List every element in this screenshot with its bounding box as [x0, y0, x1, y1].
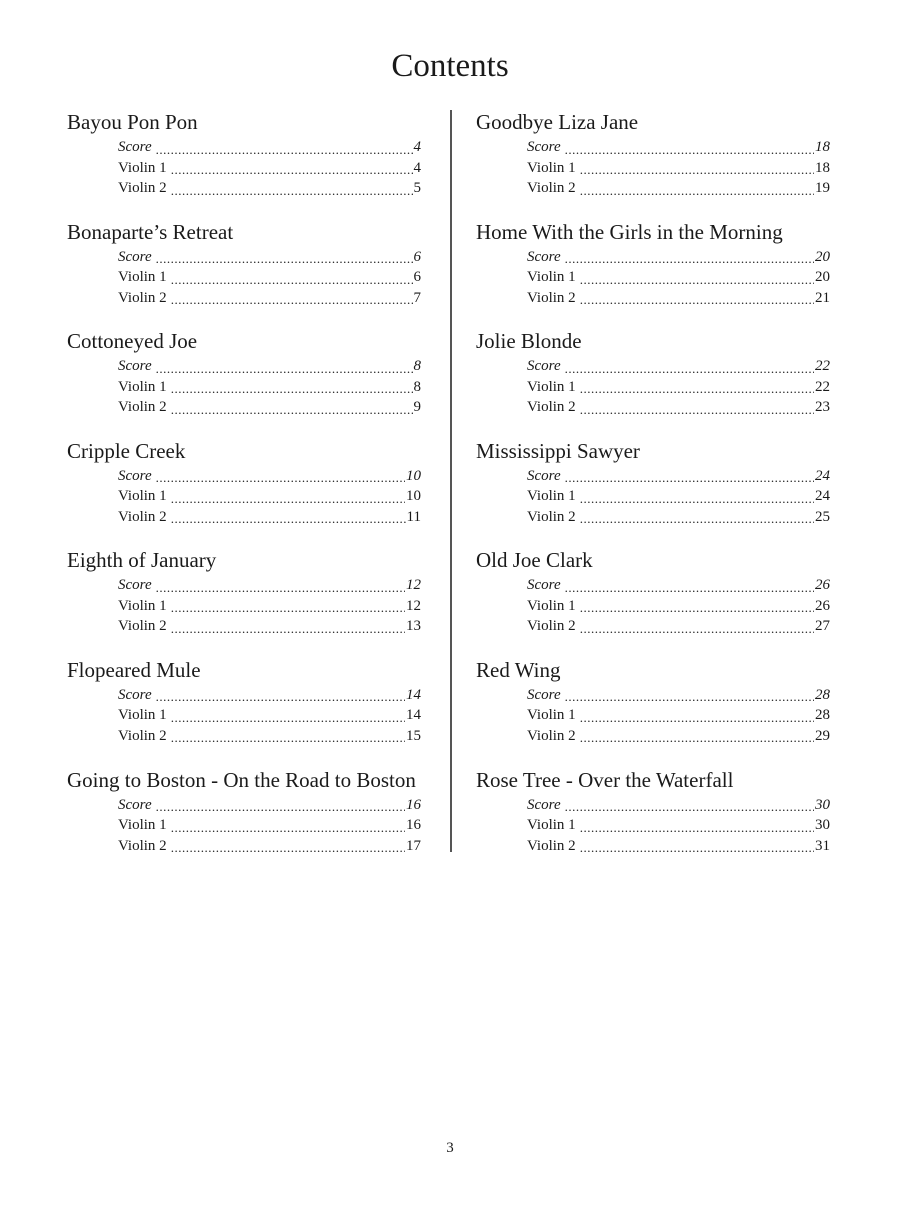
entry-label: Score — [527, 248, 561, 265]
dot-leader — [580, 819, 814, 836]
toc-entry[interactable] — [118, 247, 421, 268]
toc-entry[interactable] — [527, 795, 830, 816]
song-section — [67, 218, 421, 328]
dot-leader — [580, 291, 814, 308]
entry-label: Violin 2 — [527, 837, 576, 854]
entry-page-number: 12 — [406, 597, 421, 614]
toc-entry[interactable] — [527, 397, 830, 418]
dot-leader — [171, 271, 413, 288]
entry-label: Violin 1 — [527, 159, 576, 176]
toc-entry[interactable] — [527, 158, 830, 179]
dot-leader — [580, 599, 814, 616]
entry-page-number: 14 — [406, 686, 421, 703]
toc-entry[interactable] — [527, 377, 830, 398]
entry-page-number: 29 — [815, 727, 830, 744]
dot-leader — [156, 141, 413, 158]
toc-entry[interactable] — [527, 486, 830, 507]
entry-page-number: 23 — [815, 399, 830, 416]
entry-label: Violin 1 — [118, 159, 167, 176]
dot-leader — [580, 161, 814, 178]
entry-label: Violin 1 — [118, 378, 167, 395]
dot-leader — [171, 709, 405, 726]
entry-page-number: 6 — [413, 269, 421, 286]
entry-page-number: 4 — [413, 139, 421, 155]
dot-leader — [156, 798, 405, 815]
toc-entry[interactable] — [118, 705, 421, 726]
toc-entry[interactable] — [527, 705, 830, 726]
dot-leader — [565, 688, 814, 705]
toc-entry[interactable] — [118, 836, 421, 857]
entry-label: Score — [527, 467, 561, 484]
dot-leader — [171, 490, 405, 507]
song-title: Old Joe Clark — [476, 548, 593, 573]
entry-page-number: 21 — [815, 289, 830, 306]
entry-page-number: 28 — [815, 707, 830, 724]
dot-leader — [171, 839, 405, 856]
entry-label: Violin 2 — [118, 727, 167, 744]
entry-label: Violin 2 — [527, 618, 576, 635]
dot-leader — [156, 250, 413, 267]
entry-label: Score — [118, 577, 152, 594]
song-section — [476, 327, 830, 437]
song-section — [476, 218, 830, 328]
song-title: Eighth of January — [67, 548, 217, 573]
entry-label: Score — [527, 139, 561, 155]
song-title: Flopeared Mule — [67, 657, 201, 682]
toc-entry[interactable] — [118, 178, 421, 199]
dot-leader — [171, 182, 413, 199]
song-section — [67, 327, 421, 437]
toc-entry[interactable] — [118, 575, 421, 596]
entry-label: Score — [118, 796, 152, 813]
entry-page-number: 15 — [406, 727, 421, 744]
song-title: Going to Boston - On the Road to Boston — [67, 767, 416, 792]
entry-label: Violin 2 — [118, 399, 167, 416]
entry-page-number: 4 — [413, 159, 421, 176]
entry-page-number: 20 — [815, 269, 830, 286]
dot-leader — [171, 620, 405, 637]
entry-label: Violin 2 — [527, 180, 576, 196]
toc-entry[interactable] — [118, 158, 421, 179]
entry-label: Violin 1 — [118, 269, 167, 286]
toc-entry[interactable] — [527, 466, 830, 487]
entry-page-number: 26 — [815, 577, 830, 594]
entry-page-number: 14 — [406, 707, 421, 724]
dot-leader — [580, 401, 814, 418]
entry-label: Score — [527, 358, 561, 375]
toc-entry[interactable] — [527, 726, 830, 747]
toc-entry[interactable] — [527, 178, 830, 199]
entry-label: Violin 1 — [118, 817, 167, 834]
song-section — [67, 656, 421, 766]
dot-leader — [565, 579, 814, 596]
toc-entry[interactable] — [118, 356, 421, 377]
contents-column-left — [67, 108, 421, 875]
entry-label: Score — [118, 248, 152, 265]
entry-label: Violin 2 — [118, 180, 167, 196]
song-section — [476, 437, 830, 547]
toc-entry[interactable] — [118, 596, 421, 617]
entry-label: Violin 1 — [527, 707, 576, 724]
toc-entry[interactable] — [527, 356, 830, 377]
dot-leader — [156, 360, 413, 377]
entry-label: Violin 1 — [527, 488, 576, 505]
entry-page-number: 6 — [413, 248, 421, 265]
entry-label: Score — [527, 686, 561, 703]
entry-page-number: 13 — [406, 618, 421, 635]
dot-leader — [580, 182, 814, 199]
entry-label: Violin 2 — [527, 399, 576, 416]
entry-page-number: 17 — [406, 837, 421, 854]
entry-page-number: 25 — [815, 508, 830, 525]
entry-page-number: 28 — [815, 686, 830, 703]
page-title: Contents — [391, 48, 509, 84]
toc-entry[interactable] — [118, 288, 421, 309]
toc-entry[interactable] — [118, 815, 421, 836]
entry-page-number: 12 — [406, 577, 421, 594]
song-section — [67, 766, 421, 876]
song-section — [476, 656, 830, 766]
song-title: Jolie Blonde — [476, 329, 582, 354]
entry-page-number: 24 — [815, 488, 830, 505]
toc-entry[interactable] — [118, 486, 421, 507]
entry-page-number: 8 — [413, 378, 421, 395]
dot-leader — [171, 819, 405, 836]
toc-entry[interactable] — [118, 377, 421, 398]
song-title: Bonaparte’s Retreat — [67, 219, 234, 244]
entry-page-number: 30 — [815, 817, 830, 834]
song-title: Goodbye Liza Jane — [476, 110, 639, 134]
entry-page-number: 27 — [815, 618, 830, 635]
entry-page-number: 11 — [406, 508, 421, 525]
entry-label: Violin 2 — [527, 727, 576, 744]
entry-label: Violin 2 — [118, 837, 167, 854]
entry-label: Violin 1 — [527, 269, 576, 286]
dot-leader — [565, 360, 814, 377]
entry-page-number: 26 — [815, 597, 830, 614]
toc-entry[interactable] — [527, 247, 830, 268]
entry-label: Violin 1 — [118, 597, 167, 614]
dot-leader — [171, 291, 413, 308]
entry-label: Score — [118, 139, 152, 155]
dot-leader — [156, 688, 405, 705]
dot-leader — [580, 709, 814, 726]
entry-page-number: 9 — [413, 399, 421, 416]
entry-label: Violin 2 — [527, 508, 576, 525]
entry-label: Violin 2 — [118, 289, 167, 306]
toc-entry[interactable] — [118, 795, 421, 816]
dot-leader — [171, 729, 405, 746]
dot-leader — [580, 729, 814, 746]
toc-entry[interactable] — [118, 397, 421, 418]
entry-label: Violin 1 — [527, 597, 576, 614]
entry-label: Score — [118, 467, 152, 484]
entry-page-number: 31 — [815, 837, 830, 854]
column-divider — [450, 110, 452, 852]
song-title: Red Wing — [476, 657, 561, 682]
entry-label: Violin 2 — [118, 618, 167, 635]
entry-page-number: 10 — [406, 488, 421, 505]
song-title: Rose Tree - Over the Waterfall — [476, 767, 734, 792]
toc-entry[interactable] — [527, 288, 830, 309]
entry-page-number: 16 — [406, 796, 421, 813]
toc-entry[interactable] — [118, 726, 421, 747]
song-title: Cripple Creek — [67, 438, 186, 463]
entry-page-number: 24 — [815, 467, 830, 484]
song-section — [476, 108, 830, 218]
dot-leader — [156, 579, 405, 596]
song-section — [476, 546, 830, 656]
entry-page-number: 30 — [815, 796, 830, 813]
dot-leader — [156, 469, 405, 486]
dot-leader — [580, 510, 814, 527]
toc-entry[interactable] — [527, 575, 830, 596]
toc-entry[interactable] — [527, 815, 830, 836]
song-section — [67, 108, 421, 218]
song-title: Bayou Pon Pon — [67, 110, 198, 134]
entry-page-number: 22 — [815, 358, 830, 375]
toc-entry[interactable] — [527, 137, 830, 158]
dot-leader — [580, 620, 814, 637]
page-number: 3 — [446, 1140, 454, 1156]
dot-leader — [565, 469, 814, 486]
toc-entry[interactable] — [118, 507, 421, 528]
entry-label: Score — [527, 577, 561, 594]
toc-entry[interactable] — [527, 267, 830, 288]
toc-entry[interactable] — [118, 267, 421, 288]
entry-label: Violin 1 — [527, 817, 576, 834]
entry-label: Violin 2 — [527, 289, 576, 306]
entry-page-number: 10 — [406, 467, 421, 484]
entry-page-number: 18 — [815, 159, 830, 176]
toc-entry[interactable] — [118, 137, 421, 158]
entry-label: Violin 1 — [527, 378, 576, 395]
dot-leader — [171, 380, 413, 397]
entry-label: Violin 2 — [118, 508, 167, 525]
dot-leader — [565, 250, 814, 267]
entry-label: Score — [118, 686, 152, 703]
toc-entry[interactable] — [527, 596, 830, 617]
entry-page-number: 20 — [815, 248, 830, 265]
toc-entry[interactable] — [118, 685, 421, 706]
entry-page-number: 8 — [413, 358, 421, 375]
entry-label: Violin 1 — [118, 707, 167, 724]
dot-leader — [580, 271, 814, 288]
song-title: Home With the Girls in the Morning — [476, 219, 783, 244]
dot-leader — [580, 839, 814, 856]
entry-page-number: 16 — [406, 817, 421, 834]
entry-page-number: 5 — [413, 180, 421, 196]
toc-entry[interactable] — [527, 836, 830, 857]
dot-leader — [565, 798, 814, 815]
entry-page-number: 19 — [815, 180, 830, 196]
contents-column-right — [476, 108, 830, 875]
dot-leader — [580, 380, 814, 397]
dot-leader — [171, 510, 406, 527]
toc-entry[interactable] — [118, 616, 421, 637]
dot-leader — [171, 401, 413, 418]
toc-entry[interactable] — [118, 466, 421, 487]
song-section — [67, 437, 421, 547]
dot-leader — [171, 599, 405, 616]
entry-page-number: 7 — [413, 289, 421, 306]
entry-page-number: 18 — [815, 139, 830, 155]
song-title: Mississippi Sawyer — [476, 438, 640, 463]
song-section — [476, 766, 830, 876]
dot-leader — [580, 490, 814, 507]
toc-entry[interactable] — [527, 616, 830, 637]
entry-page-number: 22 — [815, 378, 830, 395]
toc-entry[interactable] — [527, 507, 830, 528]
toc-entry[interactable] — [527, 685, 830, 706]
entry-label: Violin 1 — [118, 488, 167, 505]
entry-label: Score — [527, 796, 561, 813]
dot-leader — [565, 141, 814, 158]
song-title: Cottoneyed Joe — [67, 329, 198, 354]
song-section — [67, 546, 421, 656]
entry-label: Score — [118, 358, 152, 375]
dot-leader — [171, 161, 413, 178]
